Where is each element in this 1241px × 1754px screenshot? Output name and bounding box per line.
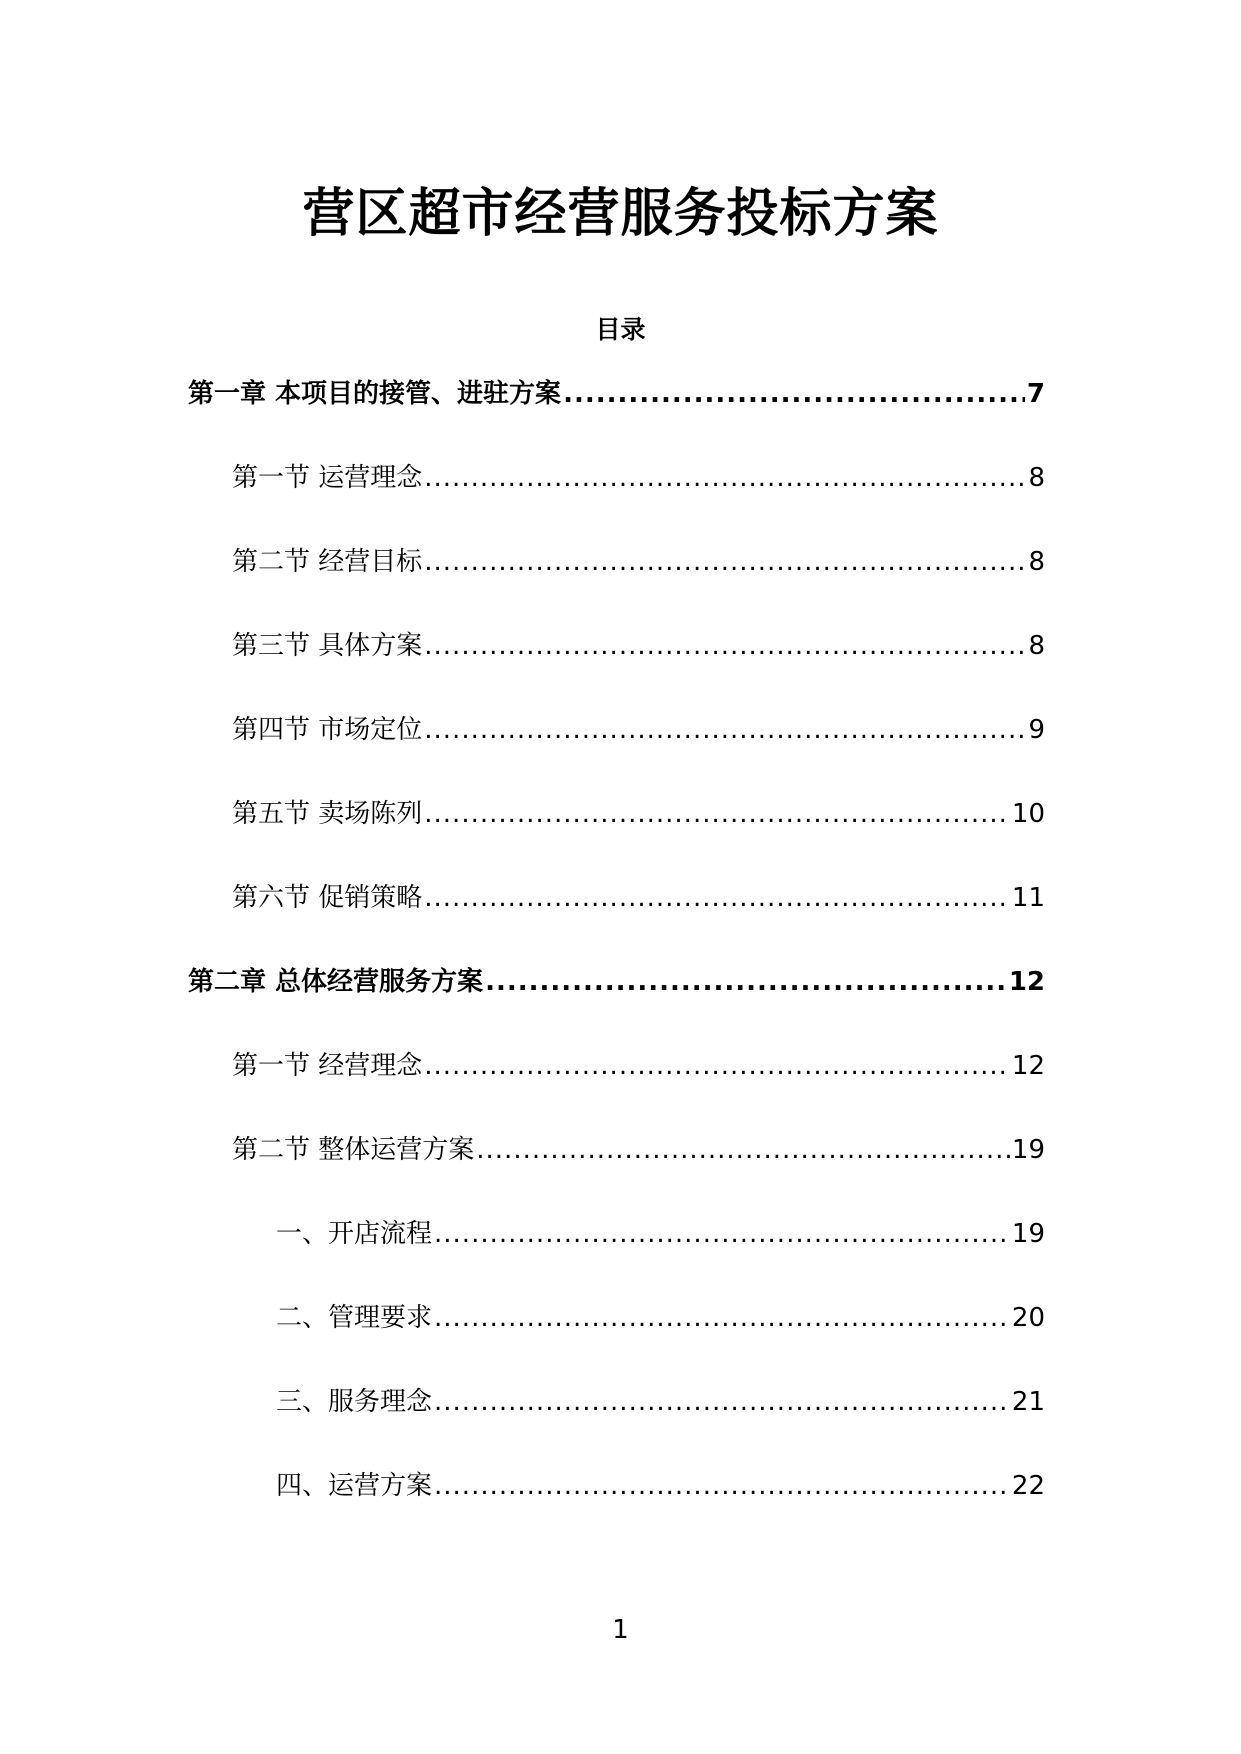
toc-entry-subsection[interactable] [276,1382,1045,1422]
toc-entry-label: 第五节 卖场陈列 [232,799,423,829]
toc-entry-label: 三、服务理念 [276,1387,433,1417]
toc-entry-page: 8 [1028,463,1045,493]
toc-entry-page: 9 [1028,715,1045,745]
toc-entry-subsection[interactable] [276,1214,1045,1254]
toc-entry-chapter-2[interactable] [188,962,1045,1002]
toc-entry-label: 四、运营方案 [276,1471,433,1501]
toc-entry-section[interactable] [232,710,1045,750]
toc-entry-label: 第一节 经营理念 [232,1051,423,1081]
toc-dot-leader [434,1466,1010,1506]
toc-dot-leader [434,1298,1010,1338]
toc-entry-chapter-1[interactable] [188,374,1045,414]
toc-entry-subsection[interactable] [276,1298,1045,1338]
toc-entry-label: 二、管理要求 [276,1303,433,1333]
toc-entry-page: 12 [1011,1051,1045,1081]
toc-entry-page: 7 [1026,379,1045,409]
toc-entry-label: 第四节 市场定位 [232,715,423,745]
toc-entry-page: 21 [1011,1387,1045,1417]
document-title: 营区超市经营服务投标方案 [302,184,939,244]
toc-entry-section[interactable] [232,1130,1045,1170]
toc-dot-leader [485,962,1007,1002]
toc-entry-page: 19 [1011,1219,1045,1249]
toc-entry-label: 第二节 经营目标 [232,547,423,577]
toc-entry-label: 第三节 具体方案 [232,631,423,661]
toc-entry-page: 8 [1028,547,1045,577]
toc-dot-leader [476,1130,1010,1170]
toc-dot-leader [434,1382,1010,1422]
toc-entry-section[interactable] [232,626,1045,666]
toc-dot-leader [563,374,1025,414]
toc-heading: 目录 [595,315,646,344]
toc-entry-section[interactable] [232,542,1045,582]
toc-entry-page: 22 [1011,1471,1045,1501]
toc-entry-section[interactable] [232,1046,1045,1086]
toc-entry-page: 10 [1011,799,1045,829]
toc-entry-label: 第二章 总体经营服务方案 [188,967,484,997]
toc-entry-label: 第六节 促销策略 [232,883,423,913]
toc-dot-leader [424,626,1026,666]
toc-dot-leader [424,542,1026,582]
toc-entry-label: 第二节 整体运营方案 [232,1135,475,1165]
toc-dot-leader [424,458,1026,498]
page-number: 1 [612,1615,629,1645]
toc-entry-page: 19 [1011,1135,1045,1165]
toc-entry-page: 11 [1011,883,1045,913]
toc-entry-label: 一、开店流程 [276,1219,433,1249]
toc-dot-leader [424,710,1026,750]
toc-entry-page: 8 [1028,631,1045,661]
toc-dot-leader [424,1046,1010,1086]
toc-dot-leader [434,1214,1010,1254]
toc-entry-page: 12 [1008,967,1045,997]
toc-dot-leader [424,878,1010,918]
toc-dot-leader [424,794,1010,834]
toc-entry-section[interactable] [232,458,1045,498]
toc-entry-subsection[interactable] [276,1466,1045,1506]
toc-entry-section[interactable] [232,878,1045,918]
toc-entry-page: 20 [1011,1303,1045,1333]
toc-entry-label: 第一节 运营理念 [232,463,423,493]
toc-entry-label: 第一章 本项目的接管、进驻方案 [188,379,562,409]
toc-entry-section[interactable] [232,794,1045,834]
